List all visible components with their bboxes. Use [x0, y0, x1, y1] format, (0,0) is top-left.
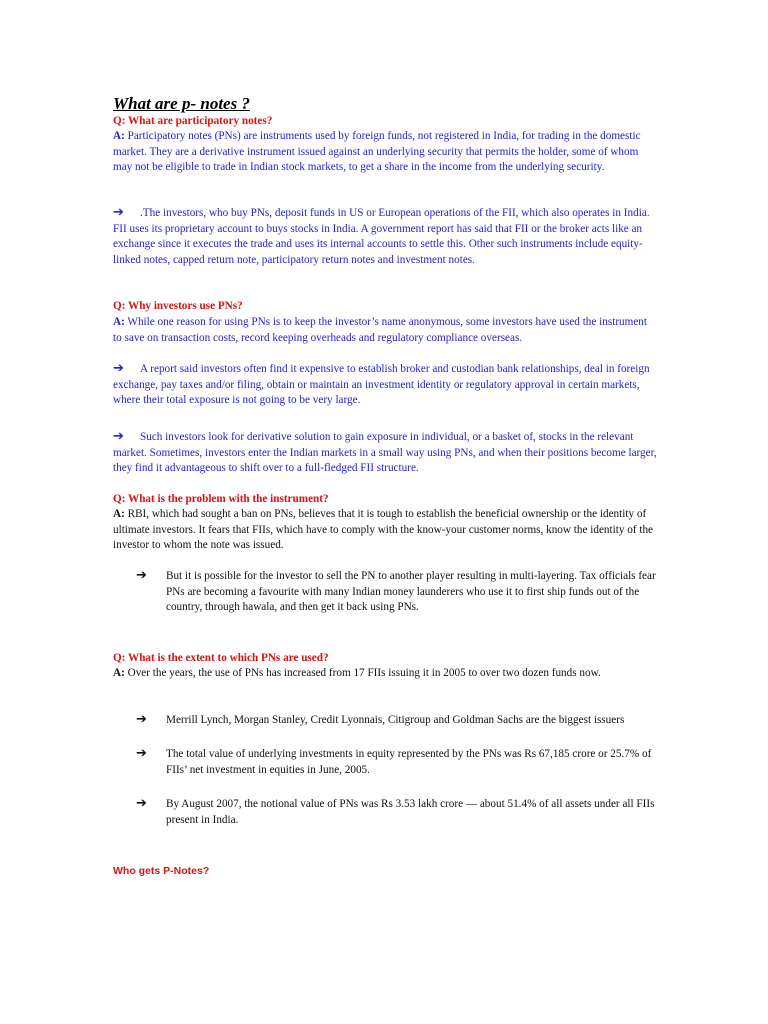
- arrow-icon: ➔: [136, 796, 147, 811]
- answer-4-bullet-3: [136, 797, 658, 828]
- answer-4-bullet-3-text: By August 2007, the notional value of PNs was Rs 3.53 lakh crore — about 51.4% of all assets under all FIIs present in India.: [166, 798, 655, 826]
- page-title: What are p- notes ?: [113, 94, 250, 113]
- answer-3-paragraph: [113, 507, 658, 554]
- answer-2-point-1-text: A report said investors often find it expensive to establish broker and custodian bank relationships, deal in foreign exchange, pay taxes and/or filing, obtain or maintain an investment identity or regulatory approval in certain markets, where their total exposure is not going to be very large.: [113, 363, 650, 407]
- arrow-icon: ➔: [136, 746, 147, 761]
- answer-label: A:: [113, 316, 125, 328]
- answer-label: A:: [113, 667, 125, 679]
- arrow-icon: ➔: [136, 568, 147, 583]
- answer-4-bullet-1: [136, 713, 658, 729]
- answer-label: A:: [113, 130, 125, 142]
- answer-2-point-2-text: Such investors look for derivative solution to gain exposure in individual, or a basket of, stocks in the relevant market. Sometimes, investors enter the Indian markets in a small way using PNs, and when their positions become larger, they find it advantageous to shift over to a full-fledged FII structure.: [113, 431, 657, 475]
- answer-3-text: RBI, which had sought a ban on PNs, believes that it is tough to establish the beneficial ownership or the identity of ultimate investors. It fears that FIIs, which have to comply with the know-your customer norms, know the identity of the investor to whom the note was issued.: [113, 508, 653, 552]
- arrow-icon: ➔: [113, 361, 124, 376]
- answer-1-paragraph: [113, 129, 658, 176]
- answer-2-point-2: [113, 429, 658, 477]
- answer-3-bullet-1-text: But it is possible for the investor to sell the PN to another player resulting in multi-layering. Tax officials fear PNs are becoming a favourite with many Indian money launderers who use it to first ship funds out of the country, through hawala, and then get it back using PNs.: [166, 570, 656, 614]
- question-4-heading: Q: What is the extent to which PNs are used?: [113, 652, 329, 664]
- answer-4-bullet-2: [136, 747, 658, 778]
- arrow-icon: ➔: [136, 712, 147, 727]
- answer-1-text: Participatory notes (PNs) are instruments used by foreign funds, not registered in India, for trading in the domestic market. They are a derivative instrument issued against an underlying security that permits the holder, some of whom may not be eligible to trade in Indian stock markets, to get a share in the income from the underlying security.: [113, 130, 641, 174]
- answer-label: A:: [113, 508, 125, 520]
- question-3-heading: Q: What is the problem with the instrument?: [113, 493, 329, 505]
- answer-2-point-1: [113, 361, 658, 409]
- arrow-icon: ➔: [113, 205, 124, 220]
- answer-1-point-1-text: .The investors, who buy PNs, deposit funds in US or European operations of the FII, which also operates in India. FII uses its proprietary account to buys stocks in India. A government report has said that FII or the broker acts like an exchange since it executes the trade and uses its internal accounts to settle this. Other such instruments include equity-linked notes, capped return note, participatory return notes and investment notes.: [113, 207, 650, 266]
- answer-3-bullet-1: [136, 569, 658, 616]
- answer-2-text: While one reason for using PNs is to keep the investor’s name anonymous, some investors have used the instrument to save on transaction costs, record keeping overheads and regulatory compliance overseas.: [113, 316, 648, 344]
- answer-4-bullet-2-text: The total value of underlying investments in equity represented by the PNs was Rs 67,185 crore or 25.7% of FIIs’ net investment in equities in June, 2005.: [166, 748, 652, 776]
- answer-1-point-1: [113, 205, 658, 268]
- answer-4-bullet-1-text: Merrill Lynch, Morgan Stanley, Credit Lyonnais, Citigroup and Goldman Sachs are the biggest issuers: [166, 714, 625, 726]
- answer-4-text: Over the years, the use of PNs has increased from 17 FIIs issuing it in 2005 to over two dozen funds now.: [124, 667, 601, 679]
- question-5-heading: Who gets P-Notes?: [113, 865, 210, 877]
- answer-4-paragraph: [113, 666, 658, 682]
- question-2-heading: Q: Why investors use PNs?: [113, 300, 243, 312]
- arrow-icon: ➔: [113, 429, 124, 444]
- answer-2-paragraph: [113, 315, 658, 346]
- question-1-heading: Q: What are participatory notes?: [113, 115, 273, 127]
